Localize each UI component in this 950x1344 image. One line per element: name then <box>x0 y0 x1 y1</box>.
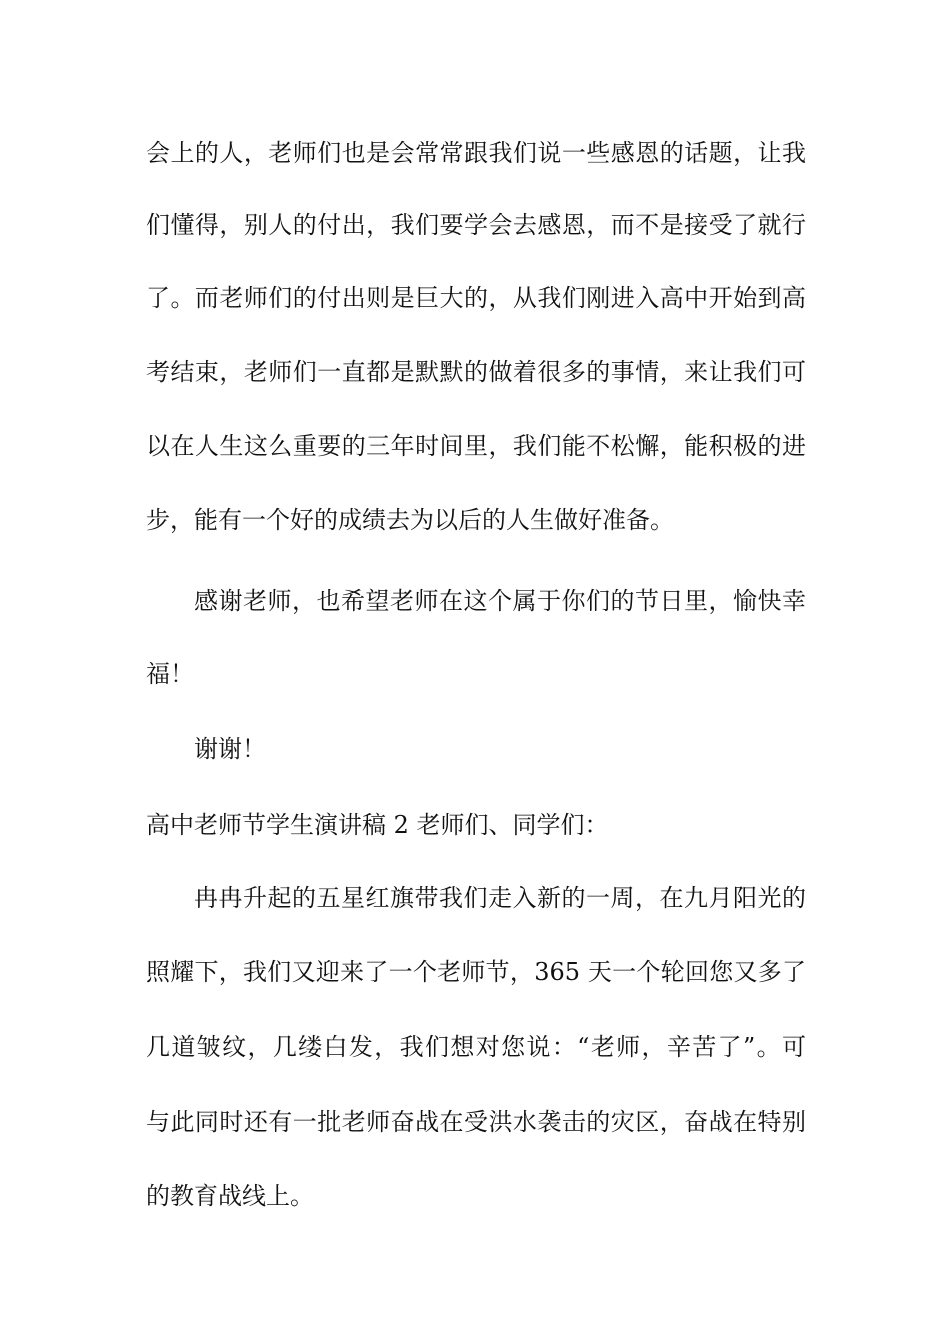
paragraph-line: 照耀下，我们又迎来了一个老师节，365 天一个轮回您又多了 <box>146 958 806 986</box>
paragraph-line: 步，能有一个好的成绩去为以后的人生做好准备。 <box>146 506 674 534</box>
paragraph-line: 谢谢！ <box>194 735 266 763</box>
section-heading: 高中老师节学生演讲稿 2 老师们、同学们： <box>146 811 609 839</box>
paragraph-line: 们懂得，别人的付出，我们要学会去感恩，而不是接受了就行 <box>146 211 806 239</box>
paragraph-line: 福！ <box>146 660 194 688</box>
paragraph-line: 感谢老师，也希望老师在这个属于你们的节日里，愉快幸 <box>194 587 806 615</box>
paragraph-line: 几道皱纹，几缕白发，我们想对您说：“老师，辛苦了”。可 <box>146 1033 806 1061</box>
paragraph-line: 冉冉升起的五星红旗带我们走入新的一周，在九月阳光的 <box>194 884 806 912</box>
paragraph-line: 了。而老师们的付出则是巨大的，从我们刚进入高中开始到高 <box>146 284 806 312</box>
paragraph-line: 与此同时还有一批老师奋战在受洪水袭击的灾区，奋战在特别 <box>146 1108 806 1136</box>
paragraph-line: 的教育战线上。 <box>146 1182 314 1210</box>
paragraph-line: 考结束，老师们一直都是默默的做着很多的事情，来让我们可 <box>146 358 806 386</box>
paragraph-line: 以在人生这么重要的三年时间里，我们能不松懈，能积极的进 <box>146 432 806 460</box>
paragraph-line: 会上的人，老师们也是会常常跟我们说一些感恩的话题，让我 <box>146 139 806 167</box>
